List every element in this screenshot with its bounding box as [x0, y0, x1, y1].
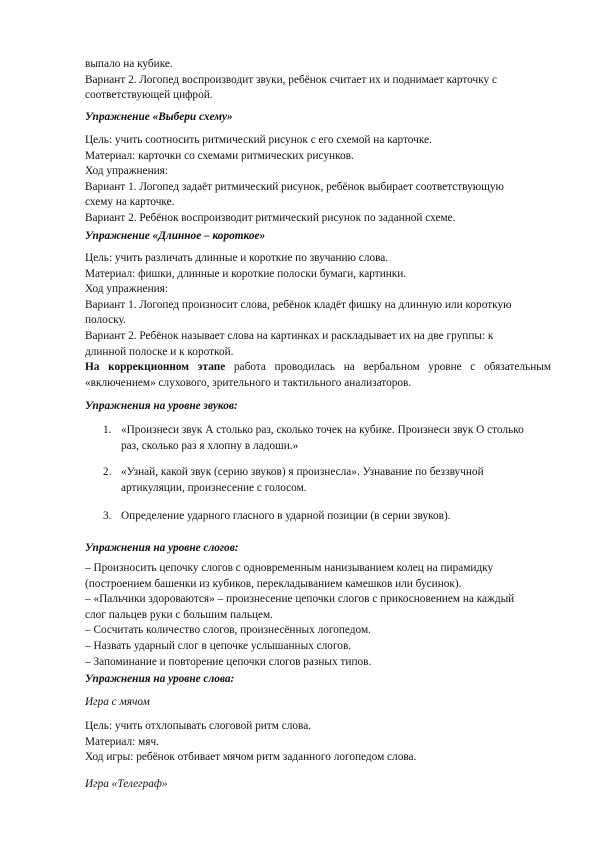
correction-paragraph — [85, 360, 551, 391]
text-line: длинной полоске и к короткой. — [85, 345, 234, 358]
list-number: 2. — [103, 466, 112, 478]
exercise-long-short-body — [85, 251, 551, 360]
exercise-scheme-title: Упражнение «Выбери схему» — [85, 111, 233, 123]
text-line: слог пальцев руки с большим пальцем. — [85, 608, 274, 621]
text-line: Материал: мяч. — [85, 735, 159, 748]
text-line: полоску. — [85, 314, 126, 327]
correction-rest: работа проводилась на вербальном уровне с обязательным «включением» слухового, зрительного и тактильного анализаторов. — [85, 361, 551, 389]
text-line: выпало на кубике. — [85, 58, 173, 70]
text-line: Цель: учить отхлопывать слоговой ритм слова. — [85, 720, 312, 732]
game-ball-body — [85, 719, 551, 766]
syllables-title: Упражнения на уровне слогов: — [85, 542, 239, 554]
game-telegraph-title: Игра «Телеграф» — [85, 778, 168, 790]
words-title: Упражнения на уровне слова: — [85, 673, 235, 685]
text-line: «Произнеси звук А столько раз, сколько точек на кубике. Произнеси звук О столько — [121, 424, 524, 436]
sounds-title: Упражнения на уровне звуков: — [85, 400, 238, 412]
text-line: Ход упражнения: — [85, 283, 168, 296]
text-line: Вариант 1. Логопед произносит слова, ребёнок кладёт фишку на длинную или короткую — [85, 298, 512, 311]
list-number: 1. — [103, 424, 112, 436]
text-line: артикуляции, произнесение с голосом. — [121, 481, 307, 494]
exercise-scheme-body — [85, 133, 551, 227]
text-line: «Узнай, какой звук (серию звуков) я произнесла». Узнавание по беззвучной — [121, 466, 484, 478]
text-line: Материал: карточки со схемами ритмических рисунков. — [85, 149, 354, 162]
text-line: – Сосчитать количество слогов, произнесённых логопедом. — [85, 624, 371, 637]
correction-bold: На коррекционном этапе — [85, 361, 226, 373]
text-line: (построением башенки из кубиков, перекладыванием камешков или бусинок). — [85, 577, 462, 590]
sounds-list — [85, 423, 551, 533]
text-line: – Запоминание и повторение цепочки слогов разных типов. — [85, 655, 372, 668]
text-line: Цель: учить различать длинные и короткие по звучанию слова. — [85, 252, 389, 264]
text-line: Ход игры: ребёнок отбивает мячом ритм заданного логопедом слова. — [85, 751, 417, 764]
text-line: соответствующей цифрой. — [85, 89, 213, 102]
exercise-long-short-title: Упражнение «Длинное – короткое» — [85, 230, 266, 242]
text-line: Цель: учить соотносить ритмический рисунок с его схемой на карточке. — [85, 134, 432, 146]
text-line: Определение ударного гласного в ударной позиции (в серии звуков). — [121, 510, 451, 522]
text-line: Вариант 2. Ребёнок воспроизводит ритмический рисунок по заданной схеме. — [85, 211, 456, 224]
text-line: – «Пальчики здороваются» – произнесение цепочки слогов с прикосновением на каждый — [85, 593, 515, 606]
text-line: – Произносить цепочку слогов с одновременным нанизыванием колец на пирамидку — [85, 562, 494, 574]
text-line: Вариант 1. Логопед задаёт ритмический рисунок, ребёнок выбирает соответствующую — [85, 180, 504, 193]
text-line: – Назвать ударный слог в цепочке услышанных слогов. — [85, 639, 352, 652]
text-line: Материал: фишки, длинные и короткие полоски бумаги, картинки. — [85, 267, 407, 280]
text-line: Ход упражнения: — [85, 165, 168, 178]
top-paragraph — [85, 57, 551, 104]
list-number: 3. — [103, 510, 112, 522]
text-line: Вариант 2. Ребёнок называет слова на картинках и раскладывает их на две группы: к — [85, 329, 494, 342]
text-line: раз, сколько раз я хлопну в ладоши.» — [121, 439, 299, 452]
syllables-body — [85, 561, 551, 670]
text-line: Вариант 2. Логопед воспроизводит звуки, ребёнок считает их и поднимает карточку с — [85, 73, 498, 86]
game-ball-title: Игра с мячом — [85, 696, 150, 708]
text-line: схему на карточке. — [85, 196, 175, 209]
